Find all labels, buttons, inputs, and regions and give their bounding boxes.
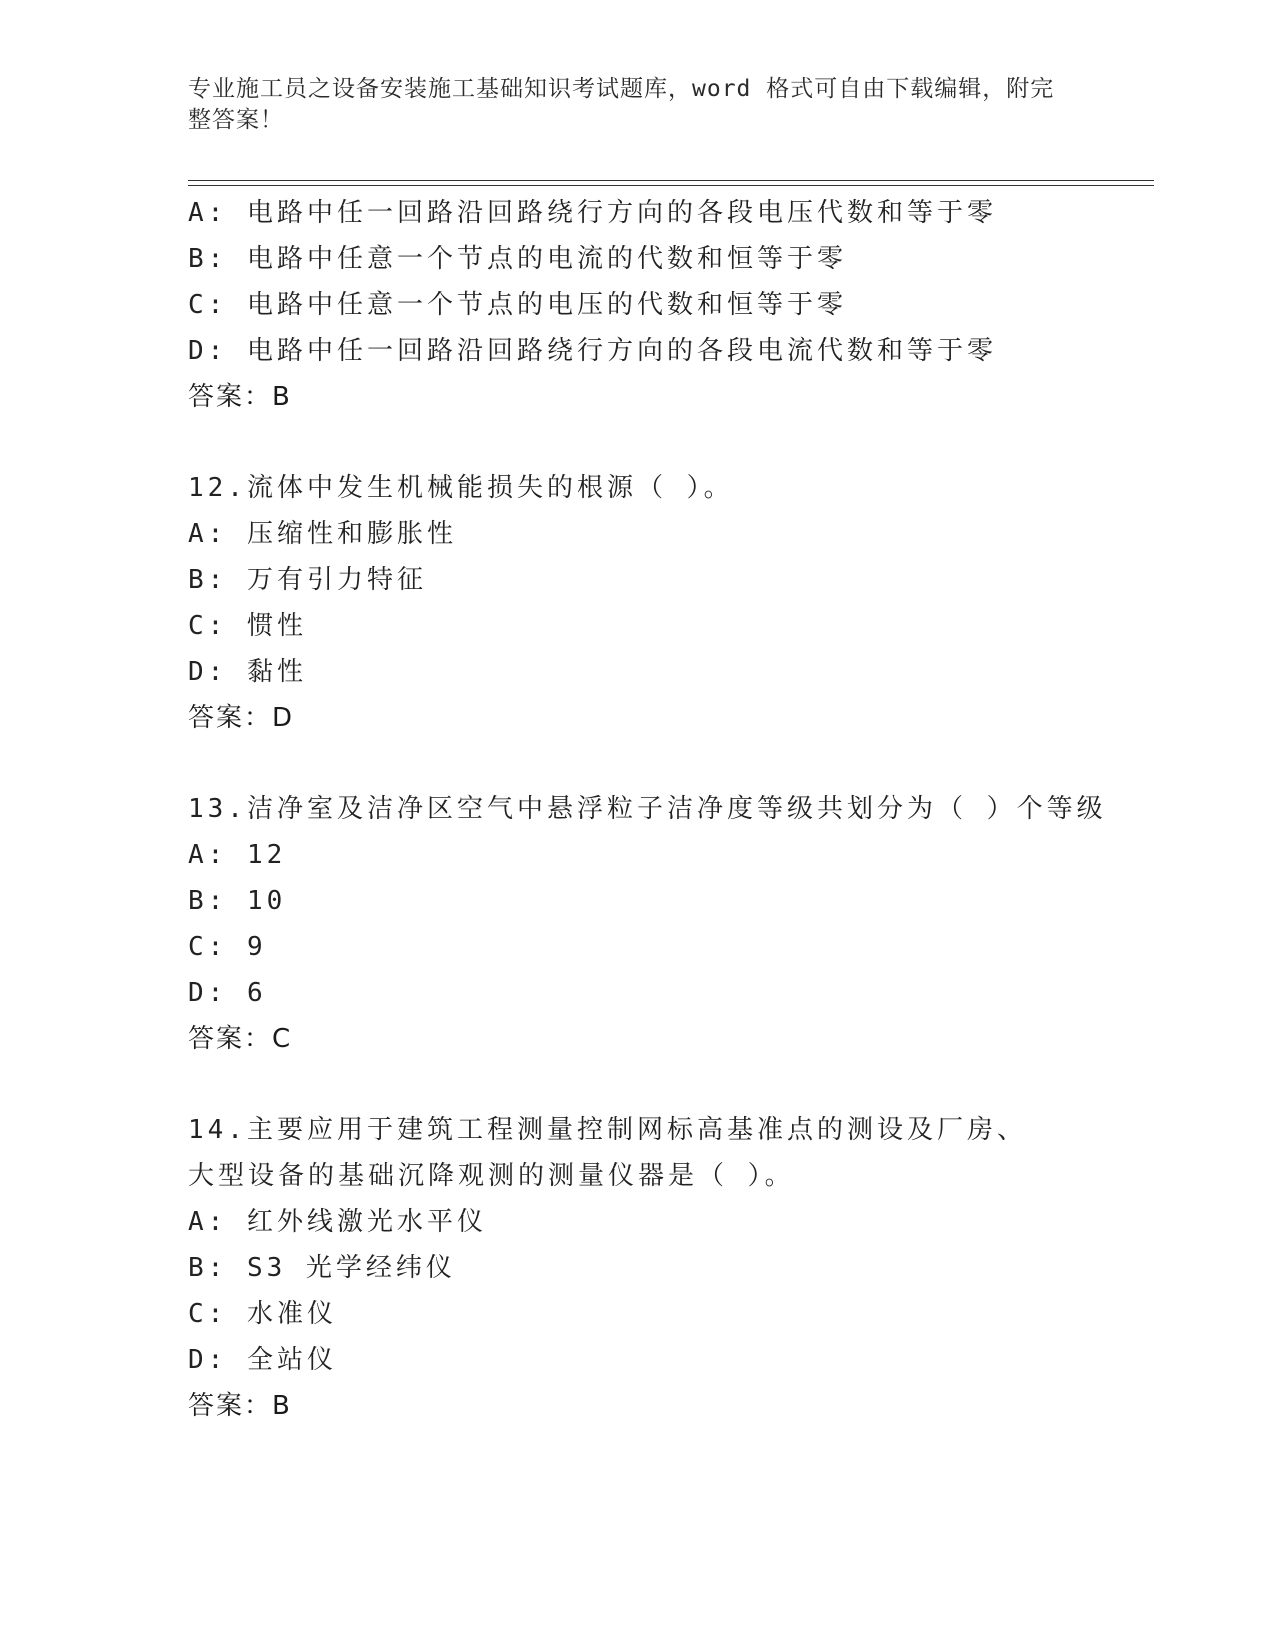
answer-line: 答案：B	[188, 382, 292, 412]
option-b: B: 电路中任意一个节点的电流的代数和恒等于零	[188, 244, 847, 274]
spacer	[188, 1062, 1148, 1107]
question-14	[188, 1107, 1148, 1429]
option-c: C: 9	[188, 932, 267, 962]
option-b: B: 10	[188, 886, 287, 916]
spacer	[188, 741, 1148, 786]
option-c: C: 水准仪	[188, 1299, 337, 1329]
question-11-continued	[188, 190, 1148, 420]
question-stem: 14.主要应用于建筑工程测量控制网标高基准点的测设及厂房、大型设备的基础沉降观测的测量仪器是（ ）。	[188, 1115, 1027, 1191]
option-b: B: 万有引力特征	[188, 565, 427, 595]
option-d: D: 电路中任一回路沿回路绕行方向的各段电流代数和等于零	[188, 336, 997, 366]
option-d: D: 全站仪	[188, 1345, 337, 1375]
answer-line: 答案：C	[188, 1024, 293, 1054]
header-divider-bottom	[188, 185, 1154, 186]
question-stem: 13.洁净室及洁净区空气中悬浮粒子洁净度等级共划分为（ ）个等级	[188, 794, 1107, 824]
option-a: A: 压缩性和膨胀性	[188, 519, 457, 549]
header-divider-top	[188, 180, 1154, 181]
option-d: D: 黏性	[188, 657, 307, 687]
question-stem: 12.流体中发生机械能损失的根源（ ）。	[188, 473, 734, 503]
option-a: A: 红外线激光水平仪	[188, 1207, 487, 1237]
option-b: B: S3 光学经纬仪	[188, 1253, 456, 1283]
question-13	[188, 786, 1148, 1062]
option-a: A: 电路中任一回路沿回路绕行方向的各段电压代数和等于零	[188, 198, 997, 228]
option-c: C: 电路中任意一个节点的电压的代数和恒等于零	[188, 290, 847, 320]
question-list	[188, 190, 1148, 1429]
answer-line: 答案：B	[188, 1391, 292, 1421]
option-d: D: 6	[188, 978, 267, 1008]
answer-line: 答案：D	[188, 703, 295, 733]
option-a: A: 12	[188, 840, 287, 870]
header-title: 专业施工员之设备安装施工基础知识考试题库，word 格式可自由下载编辑，附完整答案！	[188, 76, 1055, 133]
document-header	[188, 74, 1078, 136]
spacer	[188, 420, 1148, 465]
option-c: C: 惯性	[188, 611, 307, 641]
question-12	[188, 465, 1148, 741]
